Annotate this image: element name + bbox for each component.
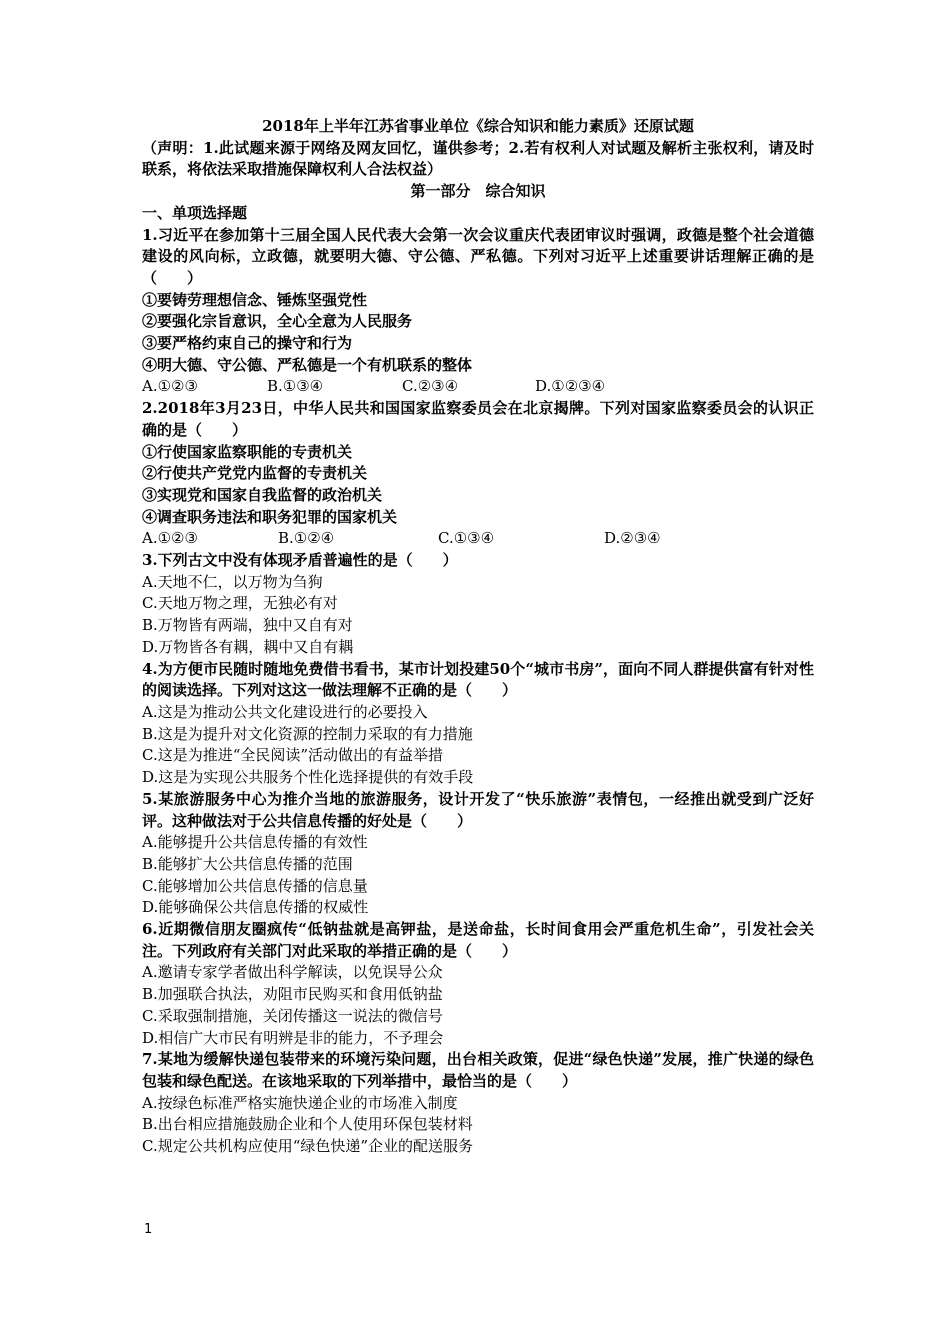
answer-option: B.能够扩大公共信息传播的范围	[142, 854, 353, 873]
page-number: 1	[144, 1222, 153, 1237]
statement-item: ②要强化宗旨意识，全心全意为人民服务	[142, 312, 413, 331]
statement-item: ④调查职务违法和职务犯罪的国家机关	[142, 507, 398, 526]
answer-option: C.天地万物之理，无独必有对	[142, 594, 338, 613]
section-heading: 一、单项选择题	[142, 203, 248, 222]
question-3	[142, 550, 814, 659]
answer-option: D.相信广大市民有明辨是非的能力，不予理会	[142, 1028, 444, 1047]
option-b: B.①②④	[278, 529, 335, 548]
question-stem: 5.某旅游服务中心为推介当地的旅游服务，设计开发了“快乐旅游”表情包，一经推出就受到广泛好评。这种做法对于公共信息传播的好处是（ ）	[142, 789, 814, 830]
option-d: D.②③④	[604, 529, 661, 548]
answer-option: A.这是为推动公共文化建设进行的必要投入	[142, 702, 428, 721]
exam-title: 2018年上半年江苏省事业单位《综合知识和能力素质》还原试题	[262, 117, 694, 135]
option-c: C.①③④	[438, 529, 495, 548]
statement-item: ①行使国家监察职能的专责机关	[142, 442, 353, 461]
statement-item: ④明大德、守公德、严私德是一个有机联系的整体	[142, 355, 473, 374]
answer-option: A.按绿色标准严格实施快递企业的市场准入制度	[142, 1093, 458, 1112]
question-4	[142, 659, 814, 789]
answer-option: C.规定公共机构应使用“绿色快递”企业的配送服务	[142, 1137, 474, 1156]
option-b: B.①③④	[267, 377, 324, 396]
option-d: D.①②③④	[535, 377, 606, 396]
question-stem: 1.习近平在参加第十三届全国人民代表大会第一次会议重庆代表团审议时强调，政德是整个社会道德建设的风向标，立政德，就要明大德、守公德、严私德。下列对习近平上述重要讲话理解正确的是（ ）	[142, 225, 814, 287]
disclaimer-statement: （声明：1.此试题来源于网络及网友回忆，谨供参考；2.若有权利人对试题及解析主张权利，请及时联系，将依法采取措施保障权利人合法权益）	[142, 138, 814, 179]
question-6	[142, 919, 814, 1049]
answer-option: C.采取强制措施，关闭传播这一说法的微信号	[142, 1006, 443, 1025]
option-a: A.①②③	[142, 377, 198, 396]
answer-option: A.天地不仁，以万物为刍狗	[142, 572, 323, 591]
answer-option: D.能够确保公共信息传播的权威性	[142, 898, 369, 917]
answer-option: B.这是为提升对文化资源的控制力采取的有力措施	[142, 724, 473, 743]
question-2	[142, 398, 814, 550]
statement-item: ①要铸劳理想信念、锤炼坚强党性	[142, 290, 368, 309]
answer-option: A.邀请专家学者做出科学解读，以免误导公众	[142, 963, 443, 982]
question-1	[142, 225, 814, 399]
answer-option: C.这是为推进“全民阅读”活动做出的有益举措	[142, 746, 444, 765]
option-c: C.②③④	[402, 377, 459, 396]
statement-item: ③要严格约束自己的操守和行为	[142, 334, 353, 353]
answer-options	[142, 528, 814, 550]
part-heading: 第一部分 综合知识	[410, 182, 546, 201]
document-body	[142, 116, 814, 1158]
question-stem: 7.某地为缓解快递包装带来的环境污染问题，出台相关政策，促进“绿色快递”发展，推广快递的绿色包装和绿色配送。在该地采取的下列举措中，最恰当的是（ ）	[142, 1050, 814, 1090]
answer-option: D.万物皆各有耦，耦中又自有耦	[142, 637, 354, 656]
answer-option: D.这是为实现公共服务个性化选择提供的有效手段	[142, 768, 474, 787]
answer-option: C.能够增加公共信息传播的信息量	[142, 876, 368, 895]
question-stem: 6.近期微信朋友圈疯传“低钠盐就是高钾盐，是送命盐，长时间食用会严重危机生命”，引发社会关注。下列政府有关部门对此采取的举措正确的是（ ）	[142, 920, 814, 960]
answer-option: B.万物皆有两端，独中又自有对	[142, 616, 353, 635]
question-stem: 2.2018年3月23日，中华人民共和国国家监察委员会在北京揭牌。下列对国家监察委员会的认识正确的是（ ）	[142, 399, 814, 439]
answer-option: A.能够提升公共信息传播的有效性	[142, 833, 368, 852]
question-5	[142, 789, 814, 919]
answer-options	[142, 376, 814, 398]
statement-item: ③实现党和国家自我监督的政治机关	[142, 485, 383, 504]
option-a: A.①②③	[142, 529, 198, 548]
answer-option: B.出台相应措施鼓励企业和个人使用环保包装材料	[142, 1115, 473, 1134]
statement-item: ②行使共产党党内监督的专责机关	[142, 464, 368, 483]
question-7	[142, 1049, 814, 1158]
answer-option: B.加强联合执法，劝阻市民购买和食用低钠盐	[142, 985, 443, 1004]
question-stem: 4.为方便市民随时随地免费借书看书，某市计划投建50个“城市书房”，面向不同人群提供富有针对性的阅读选择。下列对这这一做法理解不正确的是（ ）	[142, 659, 814, 700]
question-stem: 3.下列古文中没有体现矛盾普遍性的是（ ）	[142, 551, 458, 570]
